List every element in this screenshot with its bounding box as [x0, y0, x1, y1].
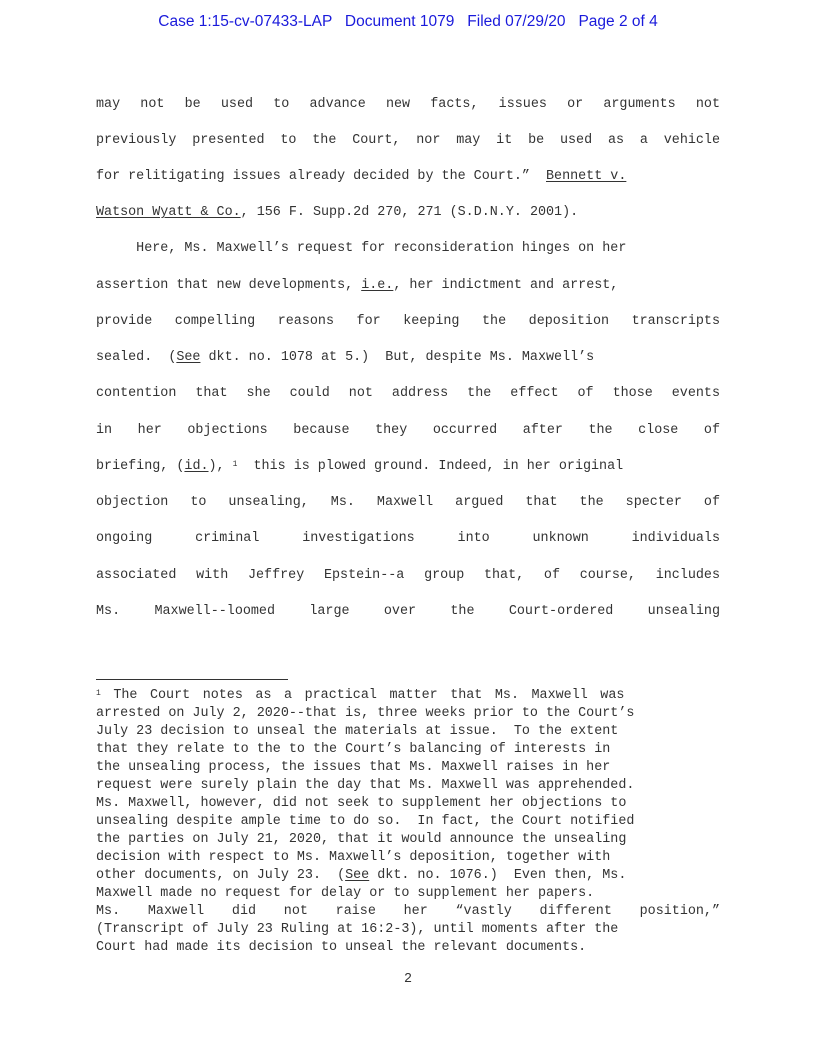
body-line: provide compelling reasons for keeping the deposition transcripts — [96, 314, 720, 329]
text-run: dkt. no. 1076.) Even then, Ms. — [369, 868, 627, 883]
footnote-ref[interactable]: 1 — [232, 460, 238, 469]
body-line — [96, 349, 720, 367]
body-line: previously presented to the Court, nor may it be used as a vehicle — [96, 133, 720, 148]
footnote-line: arrested on July 2, 2020--that is, three weeks prior to the Court’s — [96, 706, 635, 721]
body-line — [96, 168, 720, 186]
footnote-line — [96, 868, 720, 884]
text-run: other documents, on July 23. ( — [96, 868, 346, 883]
footnote-line: unsealing despite ample time to do so. In fact, the Court notified — [96, 814, 635, 829]
footnote-marker: 1 — [96, 689, 101, 698]
footnote-line: request were surely plain the day that Ms. Maxwell was apprehended. — [96, 778, 635, 793]
footnote-line — [96, 688, 720, 704]
footnote-line: Court had made its decision to unseal the relevant documents. — [96, 940, 587, 955]
text-run: dkt. no. 1078 at 5.) But, despite Ms. Maxwell’s — [200, 350, 595, 365]
text-run: , her indictment and arrest, — [393, 278, 619, 293]
signal-ie: i.e. — [361, 278, 394, 293]
body-line: contention that she could not address the effect of those events — [96, 386, 720, 401]
text-run: for relitigating issues already decided by the Court.” — [96, 169, 546, 184]
body-line — [96, 204, 720, 222]
page-number: 2 — [403, 972, 413, 987]
body-line: Here, Ms. Maxwell’s request for reconsideration hinges on her — [96, 241, 627, 256]
text-run: , 156 F. Supp.2d 270, 271 (S.D.N.Y. 2001). — [240, 205, 579, 220]
case-citation: Watson Wyatt & Co. — [96, 205, 241, 220]
signal-id: id. — [184, 459, 209, 474]
body-line: associated with Jeffrey Epstein--a group that, of course, includes — [96, 568, 720, 583]
body-line: objection to unsealing, Ms. Maxwell argued that the specter of — [96, 495, 720, 510]
case-citation: Bennett v. — [546, 169, 627, 184]
footnote-line: (Transcript of July 23 Ruling at 16:2-3), until moments after the — [96, 922, 619, 937]
case-header: Case 1:15-cv-07433-LAP Document 1079 Filed 07/29/20 Page 2 of 4 — [158, 13, 658, 30]
text-run: ), — [208, 459, 225, 474]
text-run: The Court notes as a practical matter that Ms. Maxwell was — [100, 688, 625, 703]
footnote-line: decision with respect to Ms. Maxwell’s deposition, together with — [96, 850, 611, 865]
footnote-separator — [96, 679, 288, 680]
body-line — [96, 458, 720, 476]
text-run: this is plowed ground. Indeed, in her original — [237, 459, 624, 474]
footnote-line: the parties on July 21, 2020, that it would announce the unsealing — [96, 832, 627, 847]
signal-see: See — [345, 868, 370, 883]
body-line: may not be used to advance new facts, issues or arguments not — [96, 97, 720, 112]
text-run: assertion that new developments, — [96, 278, 362, 293]
footnote-line: Maxwell made no request for delay or to supplement her papers. — [96, 886, 595, 901]
body-line — [96, 277, 720, 295]
body-line: Ms. Maxwell--loomed large over the Court-ordered unsealing — [96, 604, 720, 619]
text-run: briefing, ( — [96, 459, 185, 474]
body-line: in her objections because they occurred after the close of — [96, 423, 720, 438]
body-line: ongoing criminal investigations into unknown individuals — [96, 531, 720, 546]
signal-see: See — [176, 350, 201, 365]
footnote-line: the unsealing process, the issues that Ms. Maxwell raises in her — [96, 760, 611, 775]
text-run: sealed. ( — [96, 350, 177, 365]
footnote-line: July 23 decision to unseal the materials at issue. To the extent — [96, 724, 619, 739]
footnote-line: that they relate to the to the Court’s balancing of interests in — [96, 742, 611, 757]
footnote-line: Ms. Maxwell, however, did not seek to supplement her objections to — [96, 796, 627, 811]
footnote-line: Ms. Maxwell did not raise her “vastly different position,” — [96, 904, 720, 919]
